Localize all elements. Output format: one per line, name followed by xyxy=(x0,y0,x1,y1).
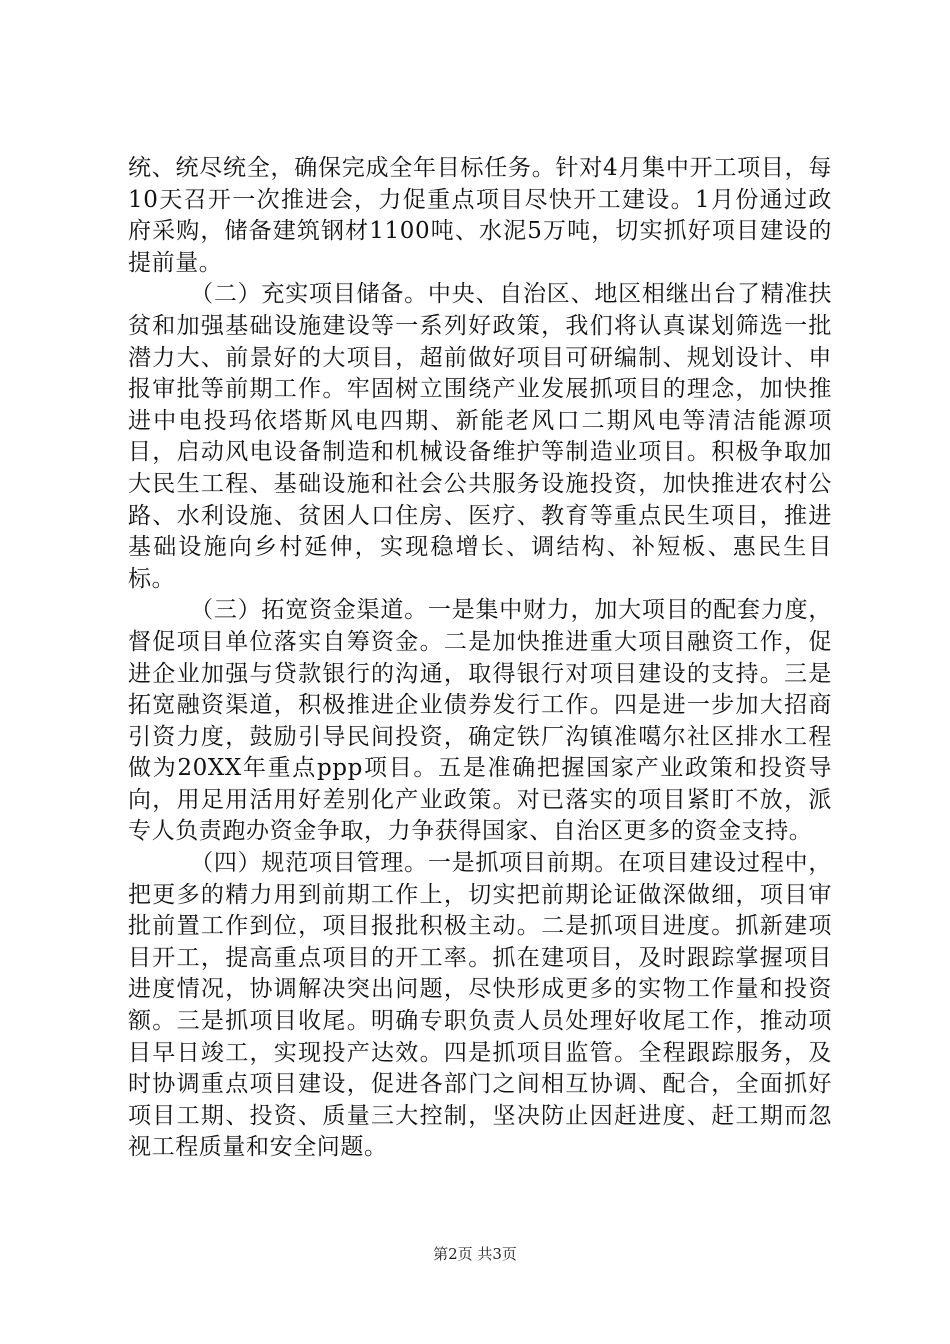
document-body xyxy=(128,153,832,1164)
paragraph-funding-channels: （三）拓宽资金渠道。一是集中财力，加大项目的配套力度，督促项目单位落实自筹资金。二是加快推进重大项目融资工作，促进企业加强与贷款银行的沟通，取得银行对项目建设的支持。三是拓宽融资渠道，积极推进企业债券发行工作。四是进一步加大招商引资力度，鼓励引导民间投资，确定铁厂沟镇准噶尔社区排水工程做为20XX年重点ppp项目。五是准确把握国家产业政策和投资导向，用足用活用好差别化产业政策。对已落实的项目紧盯不放，派专人负责跑办资金争取，力争获得国家、自治区更多的资金支持。 xyxy=(128,597,832,845)
paragraph-continuation: 统、统尽统全，确保完成全年目标任务。针对4月集中开工项目，每10天召开一次推进会，力促重点项目尽快开工建设。1月份通过政府采购，储备建筑钢材1100吨、水泥5万吨，切实抓好项目建设的提前量。 xyxy=(128,155,832,276)
page-footer: 第2页 共3页 xyxy=(433,1245,517,1263)
paragraph-project-reserve: （二）充实项目储备。中央、自治区、地区相继出台了精准扶贫和加强基础设施建设等一系列好政策，我们将认真谋划筛选一批潜力大、前景好的大项目，超前做好项目可研编制、规划设计、申报审批等前期工作。牢固树立围绕产业发展抓项目的理念，加快推进中电投玛依塔斯风电四期、新能老风口二期风电等清洁能源项目，启动风电设备制造和机械设备维护等制造业项目。积极争取加大民生工程、基础设施和社会公共服务设施投资，加快推进农村公路、水利设施、贫困人口住房、医疗、教育等重点民生项目，推进基础设施向乡村延伸，实现稳增长、调结构、补短板、惠民生目标。 xyxy=(128,281,832,592)
paragraph-project-management: （四）规范项目管理。一是抓项目前期。在项目建设过程中，把更多的精力用到前期工作上，切实把前期论证做深做细，项目审批前置工作到位，项目报批积极主动。二是抓项目进度。抓新建项目开工，提高重点项目的开工率。抓在建项目，及时跟踪掌握项目进度情况，协调解决突出问题，尽快形成更多的实物工作量和投资额。三是抓项目收尾。明确专职负责人员处理好收尾工作，推动项目早日竣工，实现投产达效。四是抓项目监管。全程跟踪服务，及时协调重点项目建设，促进各部门之间相互协调、配合，全面抓好项目工期、投资、质量三大控制，坚决防止因赶进度、赶工期而忽视工程质量和安全问题。 xyxy=(128,850,832,1161)
